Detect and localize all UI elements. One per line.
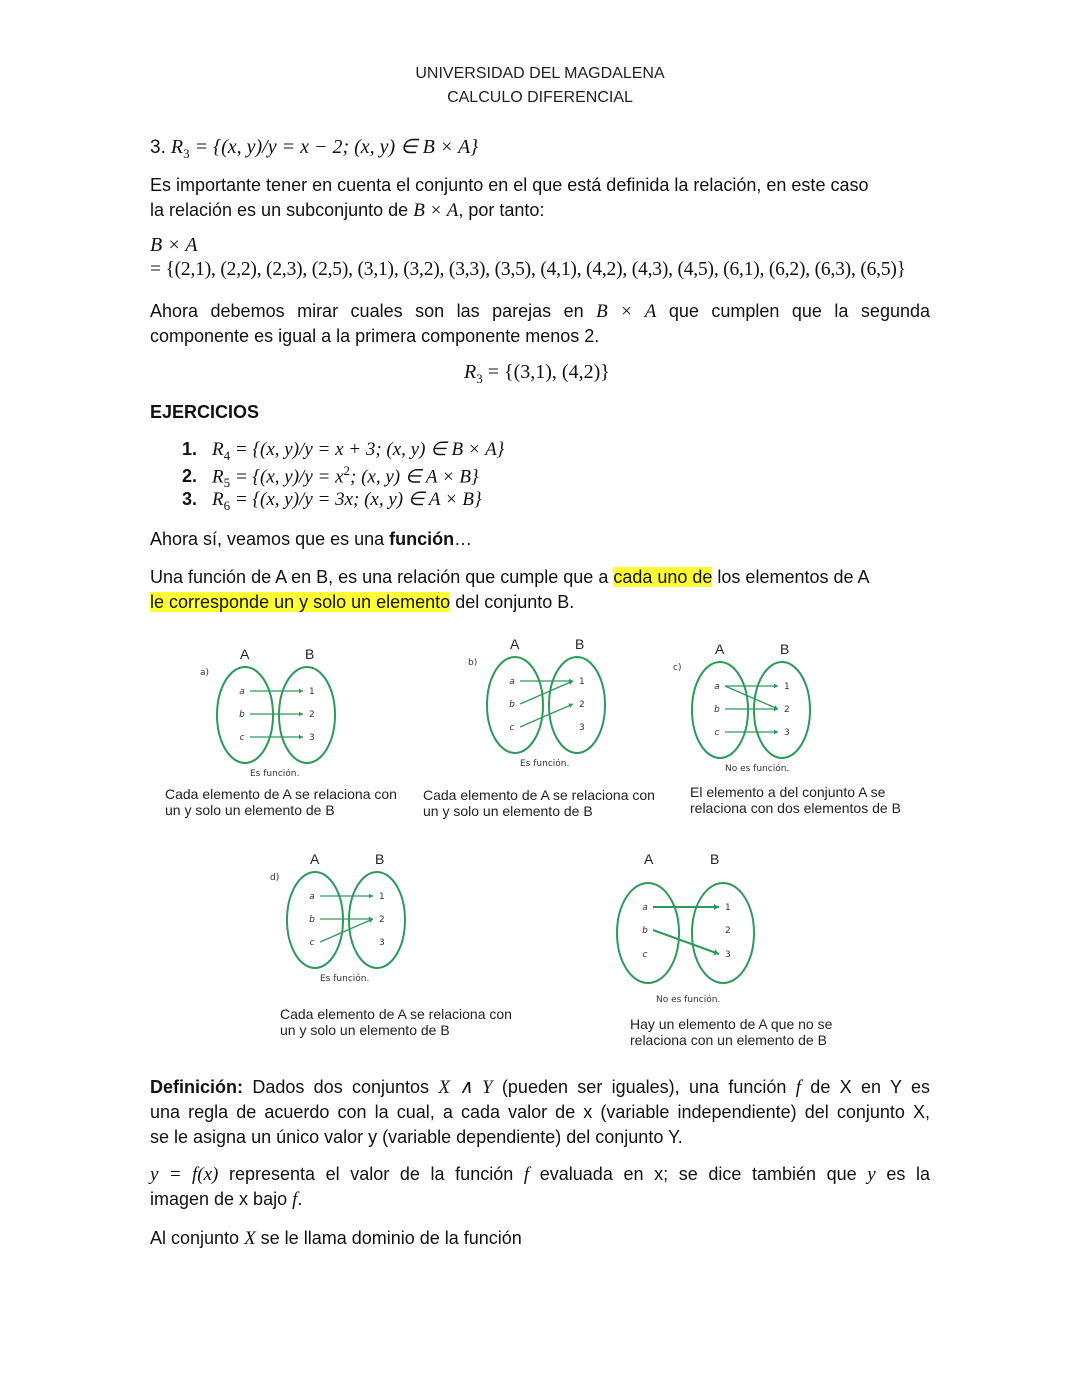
function-intro-bold: función [389, 529, 455, 549]
look-math: B × A [596, 301, 657, 322]
set-a-label: A [644, 851, 654, 867]
venn-diagram [670, 638, 830, 783]
domain-text-2: se le llama dominio de la función [255, 1228, 522, 1248]
definition-f: f [795, 1077, 801, 1098]
set-a-element: b [239, 710, 245, 720]
set-b-element: 1 [309, 687, 315, 697]
mapping-arrow [725, 686, 778, 709]
definition-line-1 [150, 1075, 930, 1100]
function-intro [150, 527, 930, 552]
set-b-label: B [575, 636, 585, 652]
mapping-arrow [653, 930, 719, 954]
set-a-element: b [642, 926, 648, 936]
set-a-element: b [714, 705, 720, 715]
diagram-caption: Es función. [250, 769, 300, 779]
notation-y: y [867, 1164, 876, 1185]
set-a-element: a [509, 677, 515, 687]
cartesian-label [150, 234, 198, 257]
set-a-element: a [642, 903, 648, 913]
diagram-graphic [195, 643, 355, 788]
function-def-line-2 [150, 590, 930, 615]
arrow-head [299, 735, 303, 740]
set-b-element: 2 [579, 700, 585, 710]
notation-math: y = f(x) [150, 1164, 219, 1185]
intro-text-end: , por tanto: [458, 200, 545, 220]
venn-diagram [465, 633, 625, 778]
highlight-text-2: le corresponde un y solo un elemento [150, 592, 451, 612]
venn-diagram [195, 643, 355, 788]
set-b-element: 1 [784, 682, 790, 692]
intro-line-1: Es importante tener en cuenta el conjunto en el que está definida la relación, en este caso [150, 175, 869, 195]
diagram-description [280, 1006, 512, 1038]
set-b-label: B [710, 851, 720, 867]
definition-math: X ∧ Y [438, 1077, 493, 1098]
exercise-2: 2. $R_5 = \{(x$, $y)/y = x^2$; (x, y) ∈ A × B} [182, 463, 479, 491]
arrow-head [299, 712, 303, 717]
result-symbol: R [464, 361, 477, 383]
mapping-arrow [520, 704, 573, 727]
description-line-2: un y solo un elemento de B [280, 1022, 450, 1038]
diagram-tag: b) [468, 658, 478, 668]
notation-text-4: imagen de x bajo [150, 1189, 293, 1209]
definition-paragraph [150, 1075, 930, 1150]
set-b-element: 2 [379, 915, 385, 925]
look-paragraph [150, 299, 930, 349]
diagram-graphic [265, 848, 425, 993]
cartesian-label-text: B × A [150, 234, 198, 256]
exercise-number: 2. [182, 466, 198, 487]
function-def-text-3: del conjunto B. [450, 592, 575, 612]
diagram-tag: a) [200, 668, 210, 678]
function-def-line-1 [150, 565, 930, 590]
set-b-element: 1 [725, 903, 731, 913]
definition-text-2: (pueden ser iguales), una función [492, 1077, 796, 1097]
diagram-graphic [670, 638, 830, 783]
notation-period: . [297, 1189, 303, 1209]
exercise-subscript: 6 [223, 497, 231, 513]
intro-text: la relación es un subconjunto de [150, 200, 414, 220]
set-a-element: b [509, 700, 515, 710]
intro-paragraph [150, 173, 930, 223]
set-b-ellipse [549, 657, 605, 753]
description-line-2: un y solo un elemento de B [165, 802, 335, 818]
function-definition-paragraph [150, 565, 930, 615]
set-a-ellipse [487, 657, 543, 753]
exercise-expression: = {(x, y)/y = 3x; (x, y) ∈ A × B} [230, 489, 482, 510]
notation-line-2 [150, 1187, 930, 1212]
set-a-label: A [510, 636, 520, 652]
function-def-text: Una función de A en B, es una relación que cumple que a [150, 567, 614, 587]
diagram-graphic [600, 848, 760, 993]
diagram-caption: No es función. [656, 995, 721, 1005]
set-a-ellipse [287, 872, 343, 968]
notation-text-2: evaluada en x; se dice también que [529, 1164, 868, 1184]
cartesian-set: = {(2,1), (2,2), (2,3), (2,5), (3,1), (3,2), (3,3), (3,5), (4,1), (4,2), (4,3), (4,5), (6,1), (6,2), (6,3), (6,5)} [150, 259, 906, 280]
diagram-caption: No es función. [725, 764, 790, 774]
set-b-element: 3 [725, 950, 731, 960]
set-a-label: A [240, 646, 250, 662]
set-a-ellipse [617, 883, 679, 983]
arrow-head [774, 684, 778, 689]
exercise-number: 1. [182, 439, 198, 459]
mapping-arrow [320, 919, 373, 942]
set-a-element: a [714, 682, 720, 692]
set-a-ellipse [217, 667, 273, 763]
look-line-1 [150, 299, 930, 324]
description-line-1: Hay un elemento de A que no se [630, 1016, 833, 1032]
arrow-head [774, 730, 778, 735]
set-a-element: c [509, 723, 515, 733]
description-line-2: relaciona con dos elementos de B [690, 800, 901, 816]
set-a-element: c [642, 950, 648, 960]
set-b-element: 3 [784, 728, 790, 738]
exercise-superscript: 2 [343, 463, 351, 478]
set-a-ellipse [692, 662, 748, 758]
look-line-2: componente es igual a la primera componente menos 2. [150, 326, 600, 346]
set-a-element: a [309, 892, 315, 902]
notation-f: f [523, 1164, 530, 1185]
course-header: CALCULO DIFERENCIAL [447, 89, 633, 106]
set-b-element: 2 [309, 710, 315, 720]
notation-text: representa el valor de la función [218, 1164, 524, 1184]
diagram-tag: d) [270, 873, 280, 883]
diagram-caption: Es función. [320, 974, 370, 984]
exercise-number: 3. [182, 489, 198, 509]
highlight-text-1: cada uno de [613, 567, 713, 587]
notation-paragraph [150, 1162, 930, 1212]
relation-3-definition [150, 134, 478, 162]
look-text-end: que cumplen que la segunda [656, 301, 930, 321]
domain-paragraph [150, 1226, 930, 1251]
institution-header: UNIVERSIDAD DEL MAGDALENA [415, 65, 665, 82]
domain-x: X [244, 1228, 256, 1249]
description-line-1: El elemento a del conjunto A se [690, 784, 886, 800]
description-line-1: Cada elemento de A se relaciona con [280, 1006, 512, 1022]
notation-line-1 [150, 1162, 930, 1187]
set-b-element: 3 [309, 733, 315, 743]
venn-diagram [265, 848, 425, 993]
set-a-label: A [715, 641, 725, 657]
set-b-ellipse [279, 667, 335, 763]
exercise-subscript: 4 [223, 447, 231, 463]
set-b-element: 1 [579, 677, 585, 687]
exercise-1: 1. $R_4 = \{(x$, y)/y = x + 3; (x, y) ∈ B × A} [182, 439, 505, 463]
diagram-description [423, 787, 655, 819]
set-b-label: B [780, 641, 790, 657]
set-b-element: 1 [379, 892, 385, 902]
set-b-element: 2 [725, 926, 731, 936]
description-line-1: Cada elemento de A se relaciona con [165, 786, 397, 802]
definition-text-3: de X en Y es [800, 1077, 930, 1097]
arrow-head [369, 894, 373, 899]
diagram-tag: c) [673, 663, 682, 673]
notation-text-3: es la [875, 1164, 930, 1184]
exercise-subscript: 5 [223, 475, 231, 491]
notation-f-2: f [292, 1189, 298, 1210]
exercise-expression: = {(x, y)/y = x + 3; (x, y) ∈ B × A} [230, 439, 505, 460]
definition-line-3: se le asigna un único valor y (variable dependiente) del conjunto Y. [150, 1127, 683, 1147]
arrow-head [714, 904, 719, 910]
relation-3-result [464, 361, 610, 387]
definition-label: Definición: [150, 1077, 243, 1097]
set-b-element: 3 [379, 938, 385, 948]
diagram-description [690, 784, 901, 816]
intro-line-2 [150, 198, 930, 223]
description-line-2: un y solo un elemento de B [423, 803, 593, 819]
set-b-ellipse [692, 883, 754, 983]
exercise-expression-end: ; (x, y) ∈ A × B} [350, 466, 479, 488]
relation-expression: = {(x, y)/y = x − 2; (x, y) ∈ B × A} [189, 136, 479, 158]
exercise-3: 3. $R_6 = \{(x$, y)/y = 3x; (x, y) ∈ A × B} [182, 489, 482, 513]
set-a-element: a [239, 687, 245, 697]
look-text: Ahora debemos mirar cuales son las parejas en [150, 301, 597, 321]
mapping-arrow [520, 681, 573, 704]
exercises-title: EJERCICIOS [150, 402, 260, 422]
set-a-element: c [714, 728, 720, 738]
function-intro-ellipsis: … [454, 529, 473, 549]
set-a-element: c [309, 938, 315, 948]
diagram-description [630, 1016, 832, 1048]
set-b-element: 3 [579, 723, 585, 733]
set-b-label: B [375, 851, 385, 867]
diagram-description [165, 786, 397, 818]
exercise-expression: = {(x, y)/y = x [230, 466, 344, 488]
intro-math: B × A [413, 200, 459, 221]
set-b-ellipse [349, 872, 405, 968]
function-def-text-2: los elementos de A [712, 567, 870, 587]
set-a-element: c [239, 733, 245, 743]
description-line-2: relaciona con un elemento de B [630, 1032, 827, 1048]
domain-text: Al conjunto [150, 1228, 245, 1248]
set-b-element: 2 [784, 705, 790, 715]
set-b-label: B [305, 646, 315, 662]
diagram-caption: Es función. [520, 759, 570, 769]
set-b-ellipse [754, 662, 810, 758]
result-subscript: 3 [476, 371, 483, 386]
description-line-1: Cada elemento de A se relaciona con [423, 787, 655, 803]
function-intro-text: Ahora sí, veamos que es una [150, 529, 390, 549]
definition-line-2: una regla de acuerdo con la cual, a cada valor de x (variable independiente) del conjunto X, [150, 1102, 930, 1122]
result-value: = {(3,1), (4,2)} [482, 361, 610, 383]
definition-text: Dados dos conjuntos [243, 1077, 439, 1097]
arrow-head [299, 689, 303, 694]
set-a-element: b [309, 915, 315, 925]
diagram-graphic [465, 633, 625, 778]
relation-number: 3. [150, 137, 166, 158]
relation-subscript: 3 [183, 146, 190, 161]
venn-diagram [600, 848, 760, 1005]
relation-symbol: R [170, 136, 184, 158]
set-a-label: A [310, 851, 320, 867]
